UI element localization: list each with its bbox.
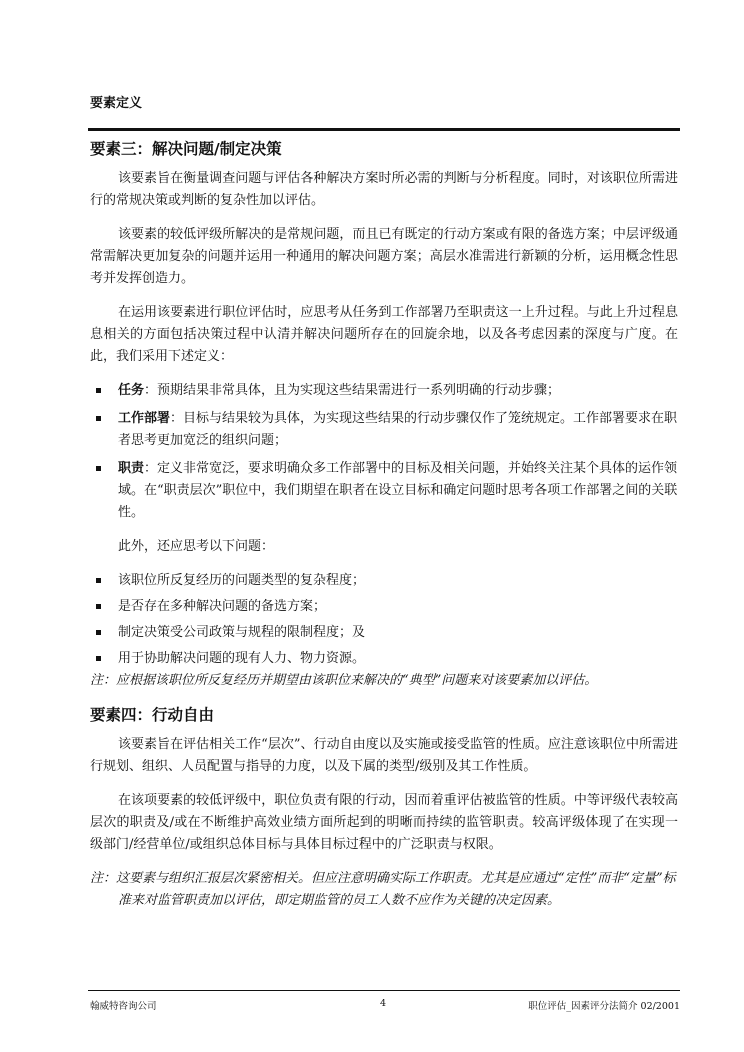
definition-item (90, 408, 678, 452)
page-header-title: 要素定义 (90, 96, 143, 111)
bullet-icon (96, 630, 101, 635)
section3-title: 要素三：解决问题/制定决策 (90, 140, 282, 158)
footer-divider (88, 990, 680, 991)
question-item (90, 622, 678, 644)
definition-text: ：预期结果非常具体，且为实现这些结果需进行一系列明确的行动步骤； (144, 383, 561, 398)
section4-title: 要素四：行动自由 (90, 706, 215, 724)
section4-para2: 在该项要素的较低评级中，职位负责有限的行动，因而着重评估被监管的性质。中等评级代表较高层次的职责及/或在不断维护高效业绩方面所起到的明晰而持续的监管职责。较高评级体现了在实现一级部门/经营单位/或组织总体目标与具体目标过程中的广泛职责与权限。 (90, 793, 678, 852)
definition-text: ：目标与结果较为具体，为实现这些结果的行动步骤仅作了笼统规定。工作部署要求在职者思考更加宽泛的组织问题； (118, 411, 678, 448)
footer-company: 翰威特咨询公司 (90, 1001, 157, 1012)
definitions-list (90, 380, 678, 524)
definition-item (90, 458, 678, 524)
section3-para2: 该要素的较低评级所解决的是常规问题，而且已有既定的行动方案或有限的备选方案；中层评级通常需解决更加复杂的问题并运用一种通用的解决问题方案；高层水准需进行新颖的分析，运用概念性思考并发挥创造力。 (90, 227, 678, 286)
definition-term: 职责 (118, 461, 145, 476)
definition-term: 工作部署 (118, 411, 171, 426)
section4-note: 注：这要素与组织汇报层次紧密相关。但应注意明确实际工作职责。尤其是应通过“定性”而非“定量”标准来对监管职责加以评估，即定期监管的员工人数不应作为关键的决定因素。 (90, 871, 676, 908)
question-text: 用于协助解决问题的现有人力、物力资源。 (118, 651, 366, 666)
question-item (90, 596, 678, 618)
question-text: 制定决策受公司政策与规程的限制程度；及 (118, 625, 366, 640)
question-item (90, 570, 678, 592)
section3-para1: 该要素旨在衡量调查问题与评估各种解决方案时所必需的判断与分析程度。同时，对该职位所需进行的常规决策或判断的复杂性加以评估。 (90, 171, 678, 208)
question-text: 该职位所反复经历的问题类型的复杂程度； (118, 573, 366, 588)
section3-para3: 在运用该要素进行职位评估时，应思考从任务到工作部署乃至职责这一上升过程。与此上升过程息息相关的方面包括决策过程中认清并解决问题所存在的回旋余地，以及各考虑因素的深度与广度。在此，我们采用下述定义： (90, 305, 678, 364)
bullet-icon (96, 466, 101, 471)
also-consider-intro: 此外，还应思考以下问题： (118, 539, 275, 554)
question-item (90, 648, 678, 670)
document-body (90, 138, 678, 912)
section4-para1: 该要素旨在评估相关工作“层次”、行动自由度以及实施或接受监管的性质。应注意该职位中所需进行规划、组织、人员配置与指导的力度，以及下属的类型/级别及其工作性质。 (90, 737, 678, 774)
definition-item (90, 380, 678, 402)
question-text: 是否存在多种解决问题的备选方案； (118, 599, 327, 614)
footer-page-number: 4 (380, 998, 387, 1009)
footer-document-info: 职位评估_因素评分法简介 02/2001 (528, 1001, 680, 1012)
bullet-icon (96, 578, 101, 583)
bullet-icon (96, 388, 101, 393)
bullet-icon (96, 416, 101, 421)
definition-term: 任务 (118, 383, 145, 398)
definition-text: ：定义非常宽泛，要求明确众多工作部署中的目标及相关问题，并始终关注某个具体的运作领域。在“职责层次”职位中，我们期望在职者在设立目标和确定问题时思考各项工作部署之间的关联性。 (118, 461, 678, 520)
header-divider (88, 128, 680, 131)
section3-note: 注：应根据该职位所反复经历并期望由该职位来解决的“典型”问题来对该要素加以评估。 (90, 673, 598, 688)
questions-list (90, 570, 678, 670)
bullet-icon (96, 604, 101, 609)
bullet-icon (96, 656, 101, 661)
